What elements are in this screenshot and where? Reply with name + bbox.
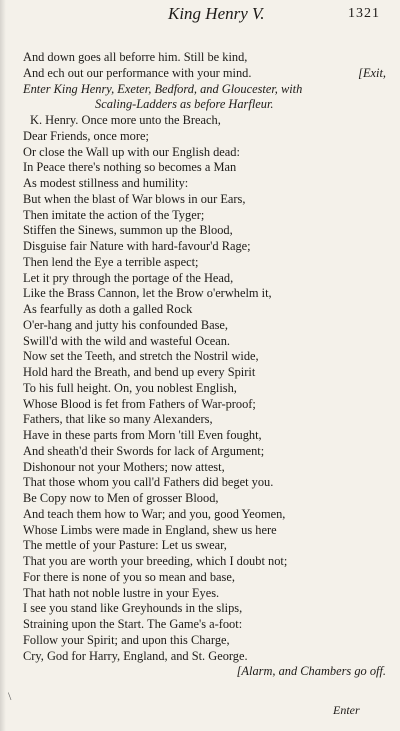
text-line [20, 302, 390, 318]
line-text: And sheath'd their Swords for lack of Argument; [23, 443, 265, 458]
line-text: And ech out our performance with your mind. [23, 65, 252, 80]
line-text: That you are worth your breeding, which I doubt not; [23, 554, 288, 568]
stage-direction-cue: [Alarm, and Chambers go off. [236, 664, 386, 679]
text-line [20, 397, 390, 413]
text-line [20, 239, 390, 255]
line-text: O'er-hang and jutty his confounded Base, [23, 317, 229, 332]
line-text: The mettle of your Pasture: Let us swear, [23, 538, 227, 553]
page-header [0, 2, 400, 24]
line-text: And down goes all beforre him. Still be kind, [23, 50, 248, 64]
line-text: But when the blast of War blows in our Ears, [23, 191, 246, 206]
text-line [20, 255, 390, 271]
line-text: Enter King Henry, Exeter, Bedford, and Gloucester, with [23, 81, 303, 96]
line-text: And teach them how to War; and you, good Yeomen, [23, 506, 286, 521]
line-text: Dishonour not your Mothers; now attest, [23, 459, 225, 474]
line-text: Or close the Wall up with our English dead: [23, 144, 240, 159]
text-line [20, 664, 390, 680]
text-line [20, 129, 390, 145]
line-text: Straining upon the Start. The Game's a-foot: [23, 617, 243, 631]
text-line [20, 176, 390, 192]
text-line [20, 50, 390, 66]
text-line [20, 286, 390, 302]
text-line [20, 97, 390, 113]
text-line [20, 192, 390, 208]
running-title: King Henry V. [168, 4, 265, 23]
line-text: For there is none of you so mean and base, [23, 569, 235, 584]
line-text: Have in these parts from Morn 'till Even fought, [23, 428, 262, 442]
text-line [20, 460, 390, 476]
page-number: 1321 [348, 6, 380, 21]
text-line [20, 381, 390, 397]
stage-direction-cue: [Exit, [358, 65, 386, 80]
text-line [20, 601, 390, 617]
play-text [20, 50, 390, 680]
text-line [20, 586, 390, 602]
text-line [20, 444, 390, 460]
text-line [20, 113, 390, 129]
text-line [20, 649, 390, 665]
text-line [20, 617, 390, 633]
text-line [20, 66, 390, 82]
gutter-mark: \ [8, 689, 12, 703]
line-text: I see you stand like Greyhounds in the slips, [23, 601, 243, 616]
line-text: In Peace there's nothing so becomes a Man [23, 160, 237, 175]
line-text: That hath not noble lustre in your Eyes. [23, 585, 220, 600]
line-text: Disguise fair Nature with hard-favour'd Rage; [23, 239, 251, 253]
line-text: Follow your Spirit; and upon this Charge, [23, 632, 230, 647]
line-text: As fearfully as doth a galled Rock [23, 302, 193, 316]
line-text: Whose Limbs were made in England, shew us here [23, 522, 277, 537]
line-text: Let it pry through the portage of the Head, [23, 270, 234, 285]
line-text: Stiffen the Sinews, summon up the Blood, [23, 223, 233, 238]
line-text: Dear Friends, once more; [23, 128, 149, 143]
text-line [20, 271, 390, 287]
catchword: Enter [333, 703, 360, 717]
text-line [20, 507, 390, 523]
line-text: Fathers, that like so many Alexanders, [23, 412, 213, 427]
text-line [20, 82, 390, 98]
text-line [20, 570, 390, 586]
line-text: Then imitate the action of the Tyger; [23, 207, 205, 222]
text-line [20, 538, 390, 554]
line-text: Cry, God for Harry, England, and St. George. [23, 648, 248, 663]
line-text: Then lend the Eye a terrible aspect; [23, 254, 199, 269]
text-line [20, 223, 390, 239]
line-text: Whose Blood is fet from Fathers of War-proof; [23, 396, 256, 411]
line-text: Hold hard the Breath, and bend up every Spirit [23, 365, 256, 379]
text-line [20, 428, 390, 444]
line-text: Now set the Teeth, and stretch the Nostril wide, [23, 349, 259, 364]
text-line [20, 318, 390, 334]
text-line [20, 334, 390, 350]
text-line [20, 145, 390, 161]
text-line [20, 491, 390, 507]
text-line [20, 349, 390, 365]
text-line [20, 633, 390, 649]
line-text: Scaling-Ladders as before Harfleur. [95, 97, 274, 112]
text-line [20, 208, 390, 224]
text-line [20, 160, 390, 176]
line-text: Swill'd with the wild and wasteful Ocean. [23, 333, 230, 348]
line-text: Like the Brass Cannon, let the Brow o'erwhelm it, [23, 286, 272, 301]
text-line [20, 475, 390, 491]
line-text: K. Henry. Once more unto the Breach, [30, 113, 221, 127]
line-text: To his full height. On, you noblest English, [23, 380, 237, 395]
line-text: As modest stillness and humility: [23, 176, 189, 190]
binding-shadow [0, 0, 6, 731]
line-text: Be Copy now to Men of grosser Blood, [23, 491, 219, 505]
text-line [20, 554, 390, 570]
line-text: That those whom you call'd Fathers did beget you. [23, 475, 274, 490]
text-line [20, 365, 390, 381]
text-line [20, 523, 390, 539]
text-line [20, 412, 390, 428]
